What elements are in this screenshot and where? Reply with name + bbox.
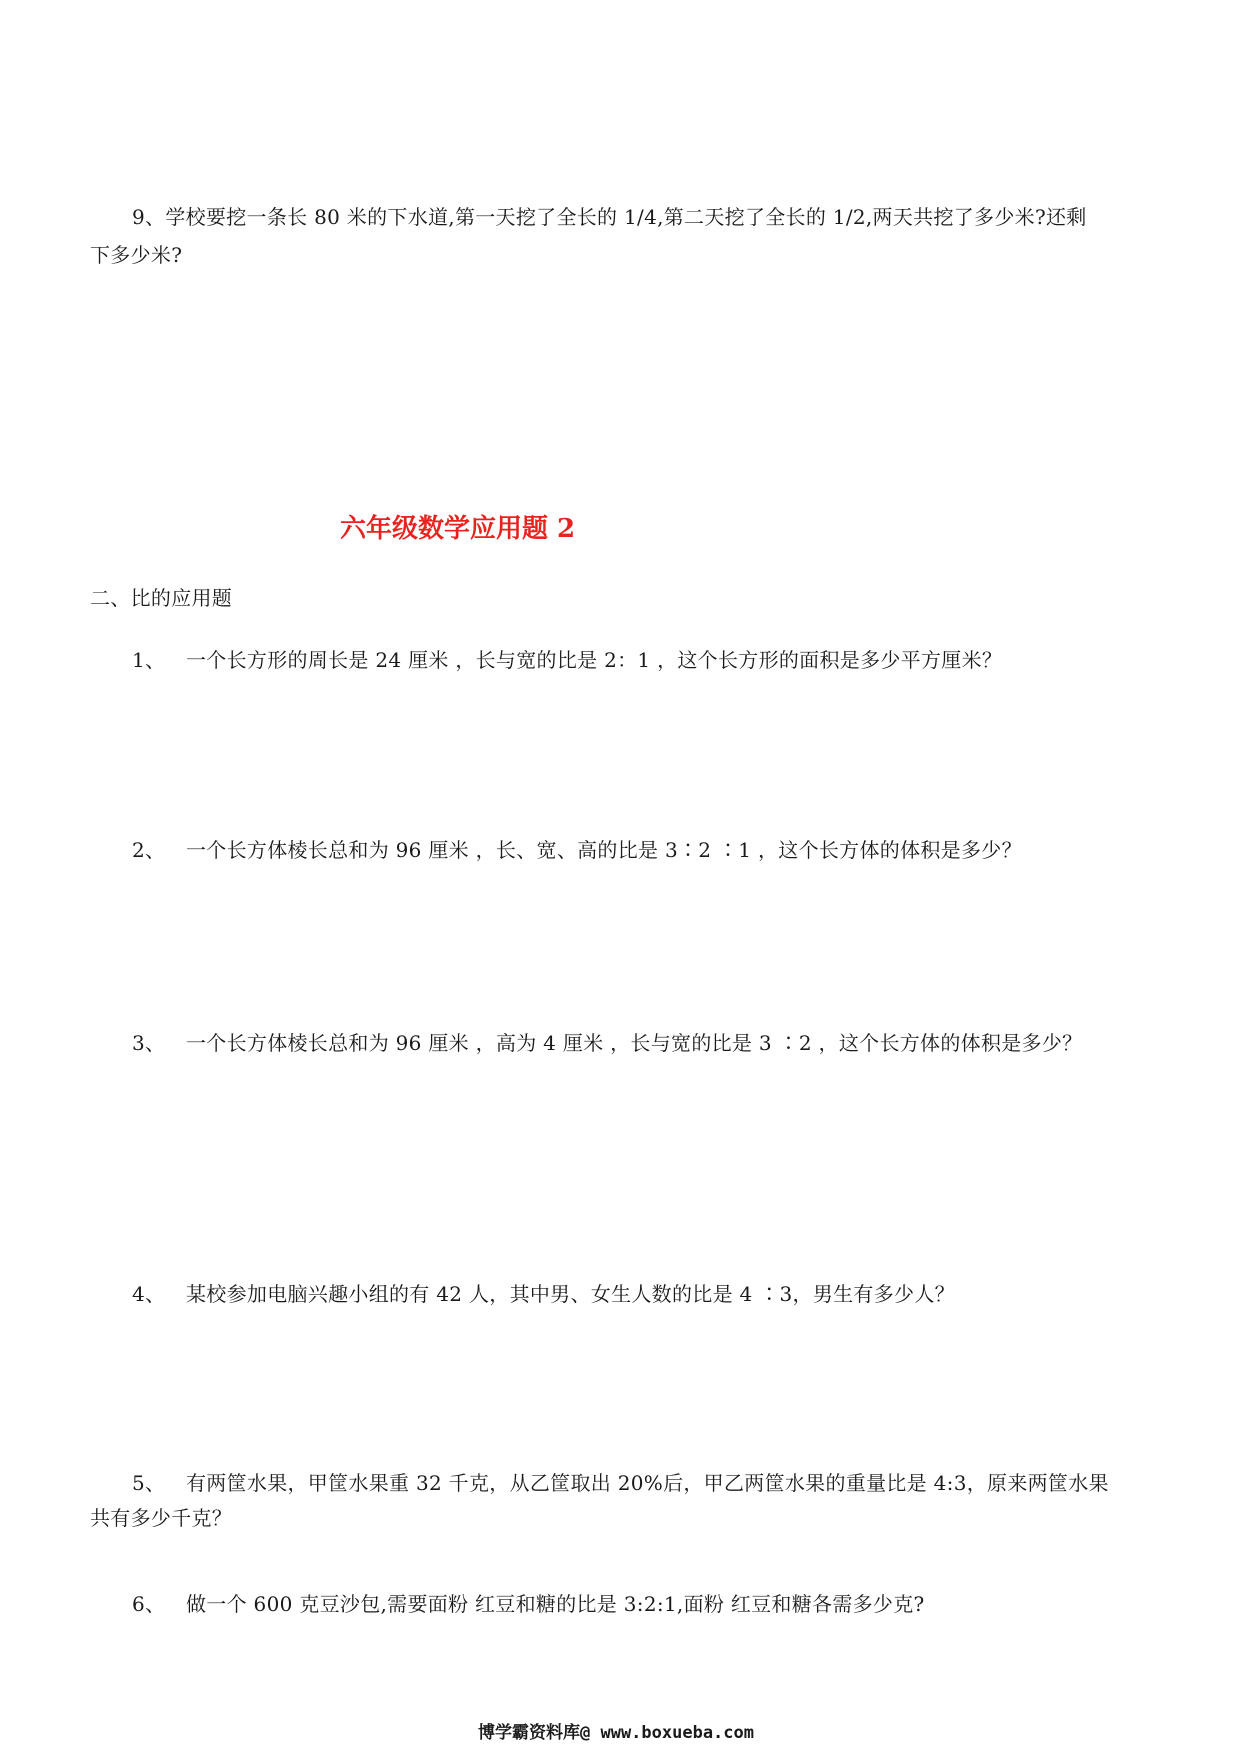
question-number: 2、 bbox=[132, 838, 166, 862]
page-title: 六年级数学应用题 2 bbox=[340, 514, 576, 544]
question-text: 一个长方体棱长总和为 96 厘米 ，长、宽、高的比是 3∶2 ∶1 ，这个长方体的体积是多少？ bbox=[186, 838, 1022, 862]
question-6 bbox=[132, 1594, 925, 1614]
section-heading: 二、比的应用题 bbox=[90, 586, 233, 610]
question-number: 5、 bbox=[132, 1471, 166, 1495]
question-text: 有两筐水果，甲筐水果重 32 千克，从乙筐取出 20%后，甲乙两筐水果的重量比是 4:3，原来两筐水果 bbox=[186, 1471, 1109, 1495]
question-4 bbox=[132, 1284, 955, 1304]
question-2 bbox=[132, 840, 1022, 860]
footer-watermark: 博学霸资料库@ www.boxueba.com bbox=[478, 1723, 754, 1743]
question-5-continuation: 共有多少千克？ bbox=[90, 1506, 233, 1530]
question-9-line-1: 9、学校要挖一条长 80 米的下水道,第一天挖了全长的 1/4,第二天挖了全长的 1/2,两天共挖了多少米?还剩 bbox=[132, 205, 1087, 229]
question-3 bbox=[132, 1033, 1082, 1053]
question-5 bbox=[132, 1473, 1109, 1493]
question-number: 1、 bbox=[132, 648, 166, 672]
question-1 bbox=[132, 650, 1002, 670]
question-text: 某校参加电脑兴趣小组的有 42 人，其中男、女生人数的比是 4 ∶3，男生有多少人？ bbox=[186, 1282, 955, 1306]
question-text: 做一个 600 克豆沙包,需要面粉 红豆和糖的比是 3:2:1,面粉 红豆和糖各需多少克? bbox=[186, 1592, 925, 1616]
question-number: 3、 bbox=[132, 1031, 166, 1055]
question-number: 6、 bbox=[132, 1592, 166, 1616]
question-number: 4、 bbox=[132, 1282, 166, 1306]
question-9-line-2: 下多少米? bbox=[90, 243, 183, 267]
question-text: 一个长方体棱长总和为 96 厘米 ，高为 4 厘米 ，长与宽的比是 3 ∶2 ，这个长方体的体积是多少？ bbox=[186, 1031, 1083, 1055]
question-text: 一个长方形的周长是 24 厘米 ，长与宽的比是 2：1 ，这个长方形的面积是多少平方厘米？ bbox=[186, 648, 1003, 672]
